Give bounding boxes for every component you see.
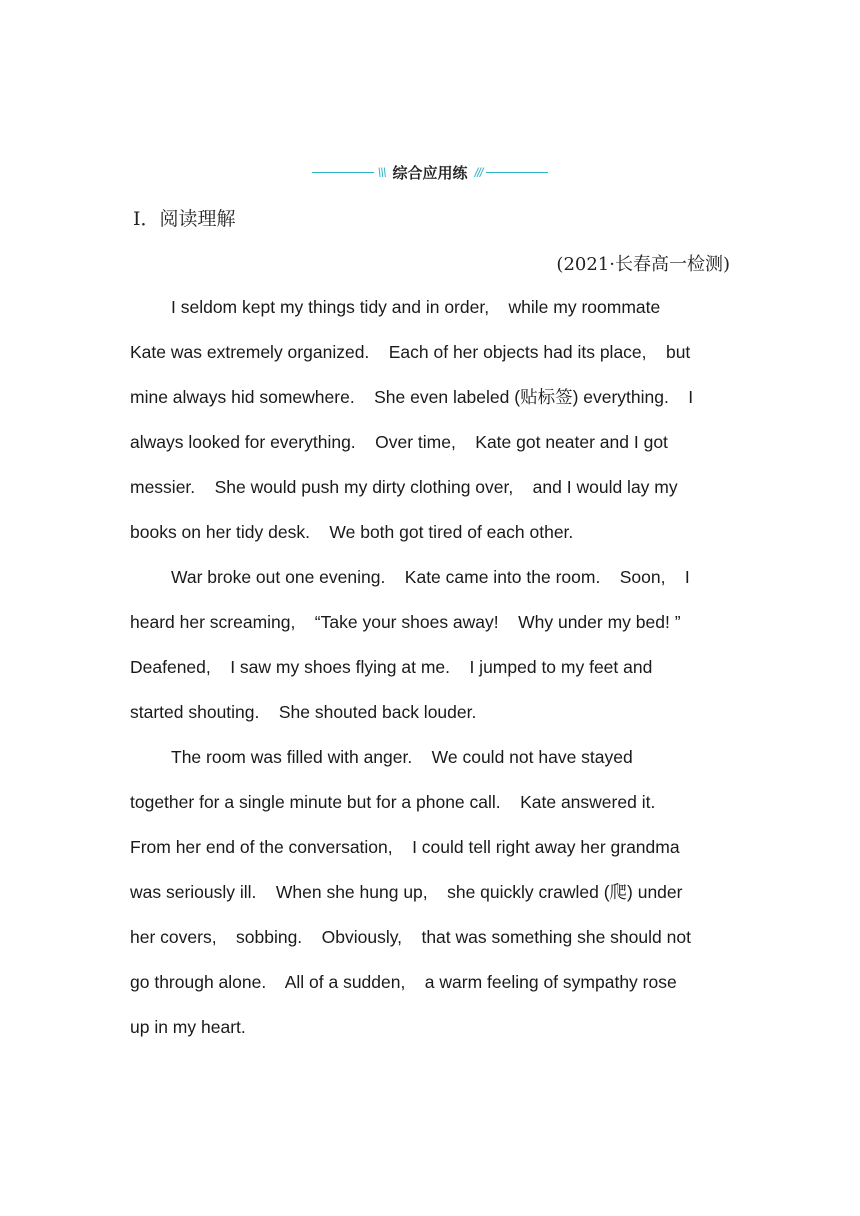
passage-line: was seriously ill. When she hung up, she quickly crawled (爬) under: [130, 882, 683, 902]
source-label: (2021·长春高一检测): [556, 254, 730, 275]
header-right-decoration: ///: [474, 164, 483, 180]
passage-line: up in my heart.: [130, 1017, 246, 1037]
passage-line: mine always hid somewhere. She even labeled (贴标签) everything. I: [130, 387, 694, 407]
passage-line: Deafened, I saw my shoes flying at me. I jumped to my feet and: [130, 657, 653, 677]
passage-line: Kate was extremely organized. Each of her objects had its place, but: [130, 342, 691, 362]
passage-line: heard her screaming, “Take your shoes away! Why under my bed! ”: [130, 612, 681, 632]
passage-line: books on her tidy desk. We both got tired of each other.: [130, 522, 574, 542]
header-title: 综合应用练: [392, 164, 468, 182]
reading-passage: [130, 285, 730, 1050]
section-title: Ⅰ．阅读理解: [133, 208, 236, 230]
header-right-line: [486, 172, 548, 173]
passage-line: I seldom kept my things tidy and in order, while my roommate: [171, 297, 661, 317]
passage-line: always looked for everything. Over time, Kate got neater and I got: [130, 432, 668, 452]
passage-line: together for a single minute but for a phone call. Kate answered it.: [130, 792, 656, 812]
passage-line: messier. She would push my dirty clothing over, and I would lay my: [130, 477, 678, 497]
passage-line: War broke out one evening. Kate came into the room. Soon, I: [171, 567, 690, 587]
header-left-line: [312, 172, 374, 173]
passage-line: go through alone. All of a sudden, a warm feeling of sympathy rose: [130, 972, 677, 992]
header-left-decoration: \\\: [377, 164, 386, 180]
passage-line: her covers, sobbing. Obviously, that was something she should not: [130, 927, 691, 947]
passage-line: The room was filled with anger. We could not have stayed: [171, 747, 633, 767]
section-header: [0, 160, 860, 184]
passage-line: From her end of the conversation, I could tell right away her grandma: [130, 837, 680, 857]
passage-line: started shouting. She shouted back louder.: [130, 702, 477, 722]
